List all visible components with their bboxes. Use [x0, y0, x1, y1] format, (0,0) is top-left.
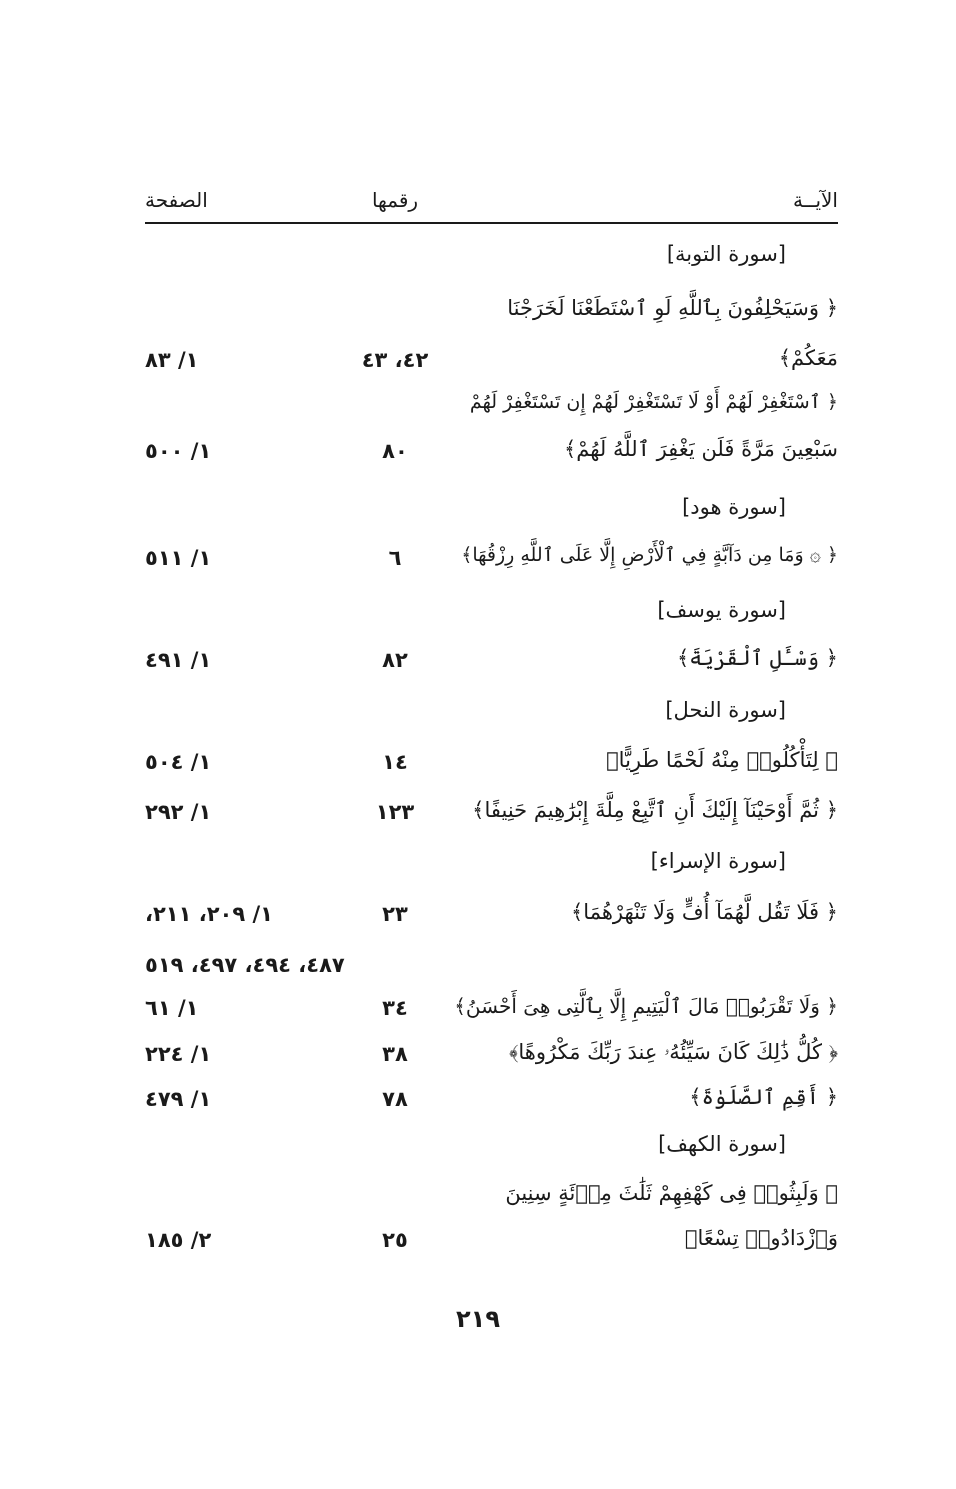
page-reference: ١/ ٦١ [145, 996, 199, 1020]
ayah-number: ٢٣ [382, 902, 408, 926]
table-row [145, 742, 838, 792]
ayah-number: ٢٥ [382, 1228, 408, 1252]
surah-heading: [سورة التوبة] [666, 242, 786, 266]
ayah-number: ٨٠ [382, 439, 408, 463]
page-reference: ١/ ٢٠٩، ٢١١، [145, 902, 273, 926]
surah-heading-row [145, 592, 838, 642]
page-reference: ١/ ٢٩٢ [145, 800, 212, 824]
page-reference: ١/ ٨٣ [145, 348, 199, 372]
table-row [145, 640, 838, 690]
surah-heading: [سورة الإسراء] [650, 849, 786, 873]
surah-heading: [سورة هود] [682, 495, 786, 519]
ayah-text: ﴿ ٱسْتَغْفِرْ لَهُمْ أَوْ لَا تَسْتَغْفِرْ لَهُمْ إِن تَسْتَغْفِرْ لَهُمْ [469, 391, 838, 413]
ayah-column-header: الآيــة [793, 188, 838, 212]
table-row [145, 1079, 838, 1129]
ayah-text: مَعَكُمْ﴾ [778, 346, 838, 370]
table-row [145, 431, 838, 481]
ayah-text: ﴿ فَلَا تَقُل لَّهُمَآ أُفٍّ وَلَا تَنْهَرْهُمَا﴾ [570, 900, 838, 924]
ayah-text: ﴿ ۞ وَمَا مِن دَآبَّةٍ فِي ٱلْأَرْضِ إِلَّا عَلَى ٱللَّهِ رِزْقُهَا﴾ [461, 544, 838, 566]
ayah-number: ٦ [388, 546, 402, 570]
table-row [145, 1034, 838, 1084]
page-reference: ٢/ ١٨٥ [145, 1228, 212, 1252]
ayah-number: ٧٨ [382, 1087, 408, 1111]
surah-heading: [سورة الكهف] [658, 1132, 786, 1156]
ayah-text: ﴿ وَلَا تَقْرَبُوا۟ مَالَ ٱلْيَتِيمِ إِلَّا بِٱلَّتِى هِىَ أَحْسَنُ﴾ [454, 994, 838, 1018]
page-number: ٢١٩ [456, 1305, 500, 1333]
ayah-number: ٣٨ [382, 1042, 408, 1066]
ayah-text: ﴿ لِتَأْكُلُوا۟ مِنْهُ لَحْمًا طَرِيًّا﴾ [606, 748, 838, 772]
surah-heading-row [145, 236, 838, 286]
ayah-number: ٨٢ [382, 648, 408, 672]
ayah-text: ﴿ ثُمَّ أَوْحَيْنَآ إِلَيْكَ أَنِ ٱتَّبِعْ مِلَّةَ إِبْرَٰهِيمَ حَنِيفًا﴾ [472, 798, 838, 822]
ayah-text: وَٱزْدَادُوا۟ تِسْعًا﴾ [684, 1226, 838, 1250]
table-header [145, 178, 838, 224]
table-row [145, 988, 838, 1038]
ayah-number: ٣٤ [382, 996, 408, 1020]
ayah-text: ﴿ وَسَيَحْلِفُونَ بِٱللَّهِ لَوِ ٱسْتَطَعْنَا لَخَرَجْنَا [507, 296, 838, 320]
page-reference: ٤٨٧، ٤٩٤، ٤٩٧، ٥١٩ [145, 953, 345, 977]
surah-heading-row [145, 489, 838, 539]
ayah-text: سَبْعِينَ مَرَّةً فَلَن يَغْفِرَ ٱللَّهُ لَهُمْ﴾ [563, 437, 838, 461]
ayah-text: ﴿ وَسْـَٔلِ ٱلْقَرْيَةَ﴾ [676, 646, 838, 670]
table-row [145, 1220, 838, 1270]
ayah-number: ١٤ [382, 750, 408, 774]
surah-heading-row [145, 843, 838, 893]
table-row [145, 538, 838, 588]
page-column-header: الصفحة [145, 188, 208, 212]
ayah-number: ١٢٣ [375, 800, 415, 824]
surah-heading-row [145, 1126, 838, 1176]
table-row [145, 792, 838, 842]
ayah-number: ٤٢، ٤٣ [361, 348, 429, 372]
surah-heading-row [145, 692, 838, 742]
ayah-text: ﴿ كُلُّ ذَٰلِكَ كَانَ سَيِّئُهُۥ عِندَ رَبِّكَ مَكْرُوهًا﴾ [509, 1040, 838, 1064]
page-reference: ١/ ٤٩١ [145, 648, 212, 672]
ayah-text: ﴿ أَقِمِ ٱلصَّلَوٰةَ﴾ [689, 1085, 838, 1109]
table-row [145, 340, 838, 390]
table-row [145, 385, 838, 435]
surah-heading: [سورة يوسف] [657, 598, 786, 622]
ayah-text: ﴿ وَلَبِثُوا۟ فِى كَهْفِهِمْ ثَلَٰثَ مِا۟ئَةٍ سِنِينَ [505, 1181, 838, 1205]
number-column-header: رقمها [371, 188, 419, 212]
page-reference: ١/ ٤٧٩ [145, 1087, 212, 1111]
table-row [145, 894, 838, 944]
page-reference: ١/ ٢٢٤ [145, 1042, 212, 1066]
surah-heading: [سورة النحل] [665, 698, 786, 722]
table-row [145, 290, 838, 340]
table-row [145, 1175, 838, 1225]
page-reference: ١/ ٥٠٤ [145, 750, 212, 774]
page-reference: ١/ ٥١١ [145, 546, 212, 570]
page-reference: ١/ ٥٠٠ [145, 439, 212, 463]
